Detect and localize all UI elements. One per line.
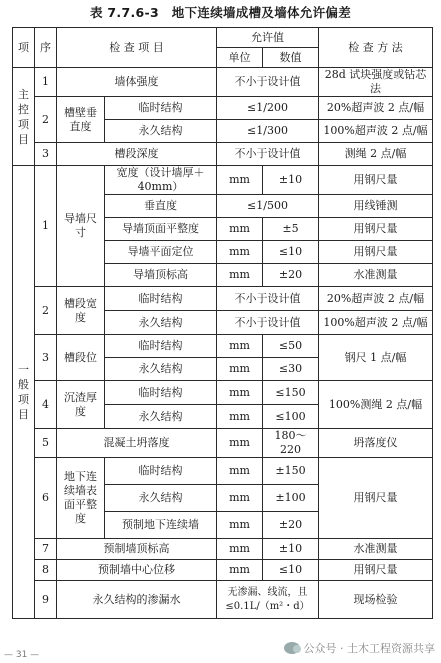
row-sub: 永久结构 (105, 405, 217, 429)
header-seq: 序 (35, 28, 57, 68)
row-sub: 永久结构 (105, 358, 217, 381)
table-row (13, 97, 433, 120)
row-seq: 1 (35, 166, 57, 287)
row-allowed: 不小于设计值 (217, 68, 319, 97)
table-row (13, 68, 433, 97)
row-unit: mm (217, 560, 263, 581)
row-item: 预制墙中心位移 (57, 560, 217, 581)
row-item: 槽段深度 (57, 143, 217, 166)
row-sub: 临时结构 (105, 97, 217, 120)
row-method: 用钢尺量 (319, 458, 433, 539)
table-row (13, 287, 433, 311)
table-row (13, 335, 433, 358)
row-value: ≤50 (263, 335, 319, 358)
row-sub: 永久结构 (105, 120, 217, 143)
row-method: 20%超声波 2 点/幅 (319, 97, 433, 120)
row-seq: 2 (35, 97, 57, 143)
watermark-text: 公众号 · 土木工程资源共享 (303, 642, 435, 655)
table-row (13, 381, 433, 405)
row-unit: mm (217, 429, 263, 458)
row-item: 墙体强度 (57, 68, 217, 97)
table-row (13, 143, 433, 166)
row-unit: mm (217, 335, 263, 358)
row-item: 永久结构的渗漏水 (57, 581, 217, 619)
table-row (13, 539, 433, 560)
header-allowed: 允许值 (217, 28, 319, 48)
row-seq: 3 (35, 335, 57, 381)
row-method: 现场检验 (319, 581, 433, 619)
row-method: 28d 试块强度或钻芯法 (319, 68, 433, 97)
row-method: 用钢尺量 (319, 218, 433, 241)
row-item: 地下连续墙表面平整度 (57, 458, 105, 539)
row-method: 水准测量 (319, 539, 433, 560)
row-sub: 临时结构 (105, 287, 217, 311)
row-value: ±5 (263, 218, 319, 241)
row-sub: 临时结构 (105, 381, 217, 405)
row-sub: 垂直度 (105, 195, 217, 218)
row-allowed: ≤1/500 (217, 195, 319, 218)
row-sub: 导墙顶面平整度 (105, 218, 217, 241)
row-item: 预制墙顶标高 (57, 539, 217, 560)
header-method: 检 查 方 法 (319, 28, 433, 68)
row-unit: mm (217, 166, 263, 195)
row-method: 水准测量 (319, 264, 433, 287)
row-seq: 7 (35, 539, 57, 560)
row-item: 导墙尺寸 (57, 166, 105, 287)
row-seq: 5 (35, 429, 57, 458)
group-main: 主控项目 (13, 68, 35, 166)
row-item: 混凝土坍落度 (57, 429, 217, 458)
row-method: 100%超声波 2 点/幅 (319, 311, 433, 335)
row-allowed: 不小于设计值 (217, 287, 319, 311)
row-unit: mm (217, 539, 263, 560)
header-unit: 单位 (217, 48, 263, 68)
row-value: ±150 (263, 458, 319, 485)
row-value: ≤30 (263, 358, 319, 381)
row-unit: mm (217, 358, 263, 381)
row-seq: 6 (35, 458, 57, 539)
row-unit: mm (217, 381, 263, 405)
row-value: ±10 (263, 539, 319, 560)
row-sub: 导墙顶标高 (105, 264, 217, 287)
table-row (13, 166, 433, 195)
row-seq: 9 (35, 581, 57, 619)
row-item: 槽段位 (57, 335, 105, 381)
row-allowed: 不小于设计值 (217, 143, 319, 166)
header-item: 项 (13, 28, 35, 68)
row-value: ±20 (263, 512, 319, 539)
row-seq: 2 (35, 287, 57, 335)
row-method: 钢尺 1 点/幅 (319, 335, 433, 381)
row-sub: 宽度（设计墙厚＋40mm） (105, 166, 217, 195)
watermark (284, 640, 436, 656)
row-method: 用钢尺量 (319, 560, 433, 581)
row-value: ±100 (263, 485, 319, 512)
row-item: 槽段宽度 (57, 287, 105, 335)
table-row (13, 560, 433, 581)
row-seq: 1 (35, 68, 57, 97)
row-seq: 3 (35, 143, 57, 166)
row-unit: mm (217, 264, 263, 287)
row-sub: 永久结构 (105, 485, 217, 512)
header-check-item: 检 查 项 目 (57, 28, 217, 68)
row-sub: 永久结构 (105, 311, 217, 335)
row-unit: mm (217, 405, 263, 429)
row-method: 100%测绳 2 点/幅 (319, 381, 433, 429)
row-allowed: ≤1/200 (217, 97, 319, 120)
row-item: 沉渣厚度 (57, 381, 105, 429)
row-sub: 临时结构 (105, 335, 217, 358)
row-method: 用钢尺量 (319, 241, 433, 264)
row-method: 20%超声波 2 点/幅 (319, 287, 433, 311)
row-unit: mm (217, 218, 263, 241)
row-method: 用线锤测 (319, 195, 433, 218)
wechat-icon (284, 642, 300, 654)
row-value: ±10 (263, 166, 319, 195)
row-method: 100%超声波 2 点/幅 (319, 120, 433, 143)
row-value: ≤100 (263, 405, 319, 429)
row-value: ±20 (263, 264, 319, 287)
row-seq: 8 (35, 560, 57, 581)
table-title: 表 7.7.6-3 地下连续墙成槽及墙体允许偏差 (89, 5, 352, 20)
row-item: 槽壁垂直度 (57, 97, 105, 143)
row-method: 测绳 2 点/幅 (319, 143, 433, 166)
row-method: 坍落度仪 (319, 429, 433, 458)
row-value: ≤150 (263, 381, 319, 405)
row-sub: 临时结构 (105, 458, 217, 485)
row-method: 用钢尺量 (319, 166, 433, 195)
row-value: 180～220 (263, 429, 319, 458)
header-value: 数值 (263, 48, 319, 68)
table-row (13, 429, 433, 458)
row-unit: mm (217, 458, 263, 485)
row-unit: mm (217, 241, 263, 264)
table-row (13, 458, 433, 485)
row-value: ≤10 (263, 560, 319, 581)
row-sub: 导墙平面定位 (105, 241, 217, 264)
row-allowed: 不小于设计值 (217, 311, 319, 335)
row-allowed: 无渗漏、线流，且≤0.1L/（m²・d） (217, 581, 319, 619)
row-value: ≤10 (263, 241, 319, 264)
row-allowed: ≤1/300 (217, 120, 319, 143)
table-row (13, 581, 433, 619)
group-general: 一般项目 (13, 166, 35, 619)
tolerance-table (12, 27, 433, 619)
page-footer: — 31 — (4, 650, 40, 660)
row-seq: 4 (35, 381, 57, 429)
row-unit: mm (217, 512, 263, 539)
row-unit: mm (217, 485, 263, 512)
row-sub: 预制地下连续墙 (105, 512, 217, 539)
